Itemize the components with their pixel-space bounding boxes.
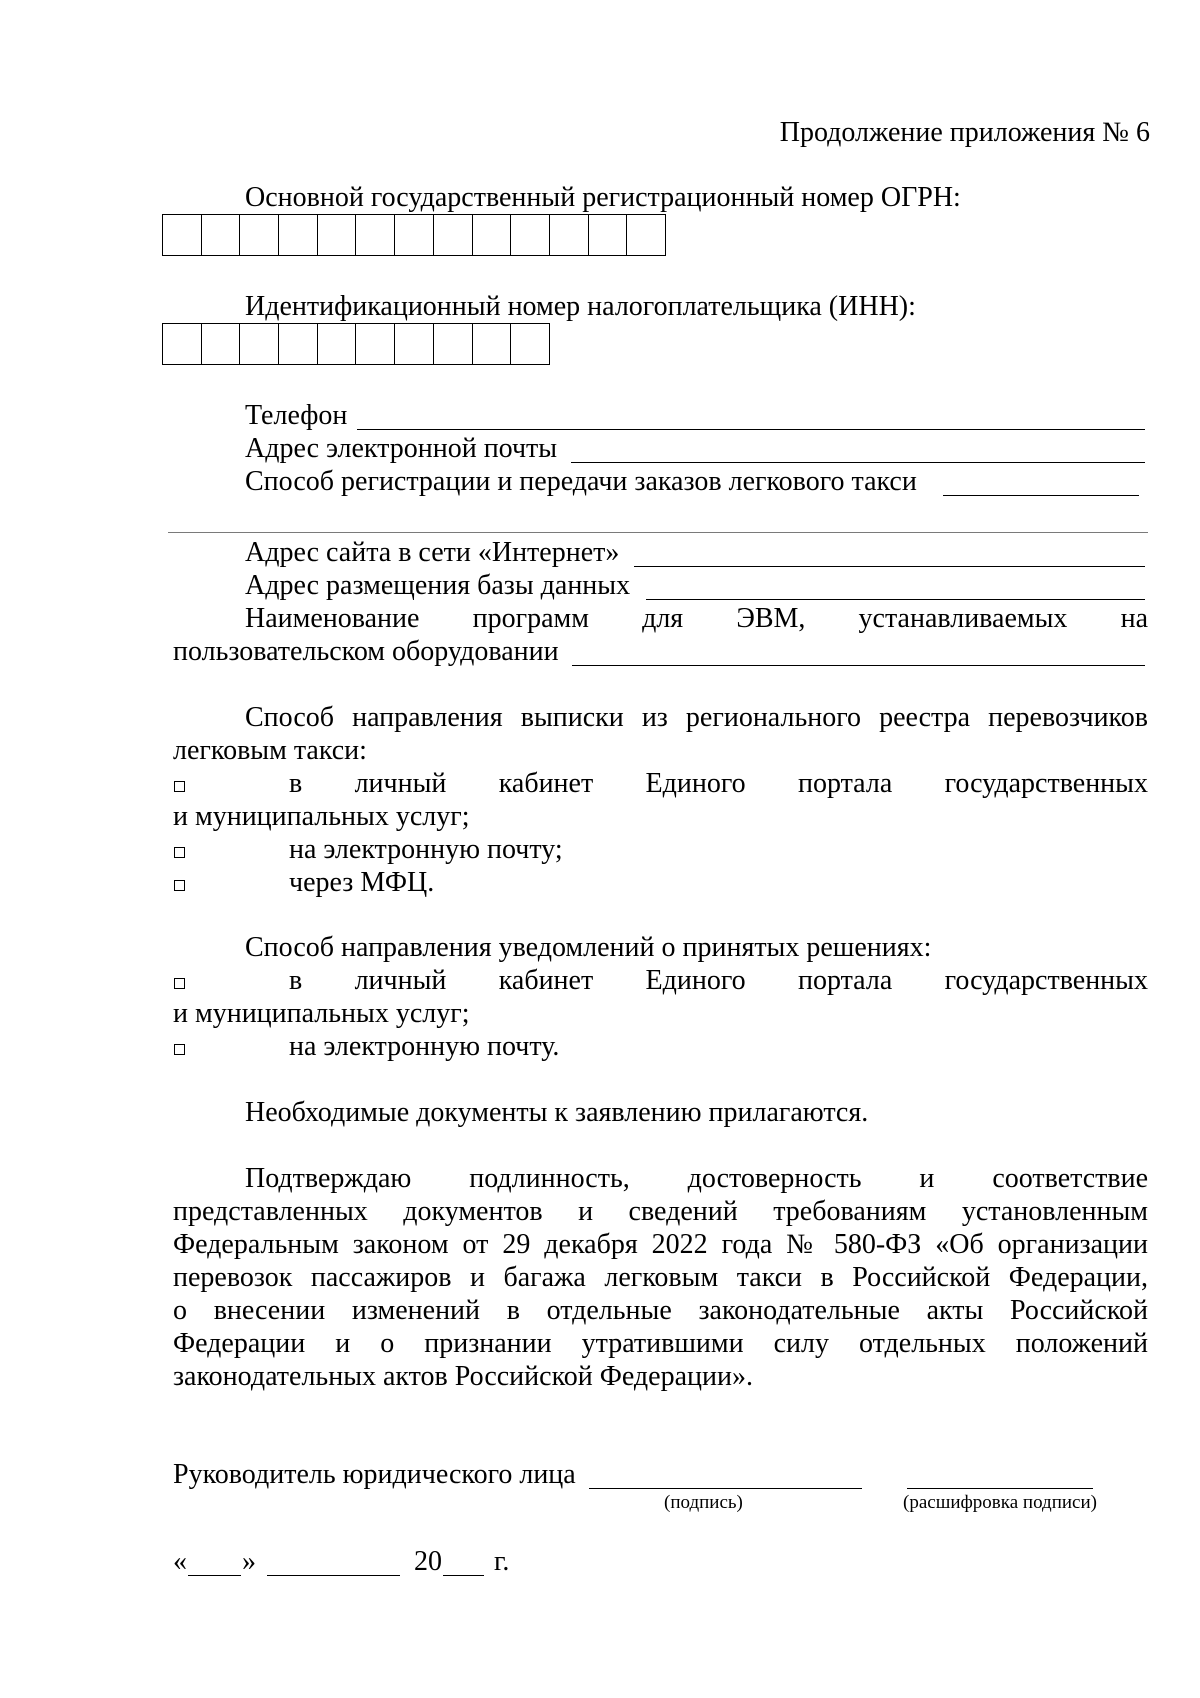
word: устанавливаемых (858, 603, 1068, 634)
db-label: Адрес размещения базы данных (245, 570, 631, 601)
extract-email-checkbox[interactable] (174, 847, 185, 858)
signature-caption: (подпись) (664, 1492, 743, 1513)
attestation-line-4: перевозок пассажиров и багажа легковым такси в Российской Федерации, (173, 1262, 1148, 1293)
word: в (289, 768, 303, 799)
word: кабинет (498, 965, 594, 996)
section-divider (168, 532, 1148, 533)
head-label: Руководитель юридического лица (173, 1459, 576, 1490)
inn-label: Идентификационный номер налогоплательщика (ИНН): (245, 291, 916, 322)
digit-cell[interactable] (511, 215, 550, 255)
extract-email-label: на электронную почту; (289, 834, 563, 865)
word: регионального (685, 702, 861, 733)
word: Единого (645, 768, 746, 799)
date-year-field[interactable] (443, 1575, 484, 1576)
digit-cell[interactable] (395, 215, 434, 255)
notify-email-label: на электронную почту. (289, 1031, 560, 1062)
signature-field[interactable] (589, 1488, 862, 1489)
inn-cells[interactable] (162, 323, 550, 365)
digit-cell[interactable] (163, 215, 202, 255)
site-label: Адрес сайта в сети «Интернет» (245, 537, 620, 568)
attestation-line-2: представленных документов и сведений требованиям установленным (173, 1196, 1148, 1227)
digit-cell[interactable] (550, 215, 589, 255)
word: из (641, 702, 668, 733)
notifications-intro: Способ направления уведомлений о принятых решениях: (245, 932, 932, 963)
order-method-field[interactable] (943, 495, 1139, 496)
word: Наименование (245, 603, 420, 634)
digit-cell[interactable] (202, 215, 241, 255)
extract-portal-checkbox[interactable] (174, 781, 185, 792)
digit-cell[interactable] (318, 215, 357, 255)
software-label-line2: пользовательском оборудовании (173, 636, 559, 667)
extract-mfc-label: через МФЦ. (289, 867, 435, 898)
digit-cell[interactable] (318, 324, 357, 364)
signature-decode-field[interactable] (907, 1488, 1093, 1489)
attestation-line-6: Федерации и о признании утратившими силу отдельных положений (173, 1328, 1148, 1359)
extract-intro-line1 (245, 702, 1148, 734)
date-day-field[interactable] (188, 1575, 241, 1576)
word: Единого (645, 965, 746, 996)
digit-cell[interactable] (434, 324, 473, 364)
notify-portal-checkbox[interactable] (174, 978, 185, 989)
word: в (289, 965, 303, 996)
notify-email-checkbox[interactable] (174, 1044, 185, 1055)
word: направления (352, 702, 503, 733)
site-field[interactable] (634, 566, 1145, 567)
word: портала (797, 768, 893, 799)
notify-portal-line1 (289, 965, 1148, 997)
software-field[interactable] (572, 665, 1145, 666)
word: перевозчиков (988, 702, 1148, 733)
phone-field[interactable] (357, 429, 1145, 430)
attestation-line-1: Подтверждаю подлинность, достоверность и соответствие (245, 1163, 1148, 1194)
documents-attached-text: Необходимые документы к заявлению прилагаются. (245, 1097, 869, 1128)
word: портала (797, 965, 893, 996)
db-field[interactable] (646, 599, 1145, 600)
ogrn-label: Основной государственный регистрационный номер ОГРН: (245, 182, 961, 213)
word: выписки (520, 702, 624, 733)
word: личный (354, 965, 447, 996)
digit-cell[interactable] (511, 324, 550, 364)
digit-cell[interactable] (627, 215, 666, 255)
word: на (1120, 603, 1148, 634)
attestation-line-7: законодательных актов Российской Федерации». (173, 1361, 753, 1392)
digit-cell[interactable] (202, 324, 241, 364)
extract-mfc-checkbox[interactable] (174, 880, 185, 891)
extract-portal-line2: и муниципальных услуг; (173, 801, 470, 832)
word: ЭВМ, (736, 603, 806, 634)
signature-decode-caption: (расшифровка подписи) (903, 1492, 1097, 1513)
date-open-quote: « (173, 1546, 187, 1577)
digit-cell[interactable] (240, 215, 279, 255)
digit-cell[interactable] (473, 215, 512, 255)
extract-intro-line2: легковым такси: (173, 735, 367, 766)
word: программ (472, 603, 589, 634)
date-month-field[interactable] (267, 1575, 400, 1576)
digit-cell[interactable] (356, 215, 395, 255)
digit-cell[interactable] (434, 215, 473, 255)
ogrn-cells[interactable] (162, 214, 666, 256)
digit-cell[interactable] (589, 215, 628, 255)
word: реестра (879, 702, 971, 733)
attestation-line-5: о внесении изменений в отдельные законодательные акты Российской (173, 1295, 1148, 1326)
extract-portal-line1 (289, 768, 1148, 800)
digit-cell[interactable] (240, 324, 279, 364)
digit-cell[interactable] (279, 215, 318, 255)
order-method-label: Способ регистрации и передачи заказов легкового такси (245, 466, 917, 497)
word: Способ (245, 702, 335, 733)
digit-cell[interactable] (279, 324, 318, 364)
attestation-line-3: Федеральным законом от 29 декабря 2022 года № 580-ФЗ «Об организации (173, 1229, 1148, 1260)
phone-label: Телефон (245, 400, 348, 431)
digit-cell[interactable] (395, 324, 434, 364)
digit-cell[interactable] (473, 324, 512, 364)
email-field[interactable] (571, 462, 1145, 463)
digit-cell[interactable] (163, 324, 202, 364)
word: кабинет (498, 768, 594, 799)
word: государственных (944, 768, 1148, 799)
continuation-header: Продолжение приложения № 6 (779, 117, 1150, 148)
notify-portal-line2: и муниципальных услуг; (173, 998, 470, 1029)
word: государственных (944, 965, 1148, 996)
date-year-suffix: г. (494, 1546, 510, 1577)
date-close-quote: » (242, 1546, 256, 1577)
date-year-prefix: 20 (414, 1546, 442, 1577)
digit-cell[interactable] (356, 324, 395, 364)
word: личный (354, 768, 447, 799)
email-label: Адрес электронной почты (245, 433, 558, 464)
word: для (642, 603, 684, 634)
software-label-line1 (245, 603, 1148, 635)
